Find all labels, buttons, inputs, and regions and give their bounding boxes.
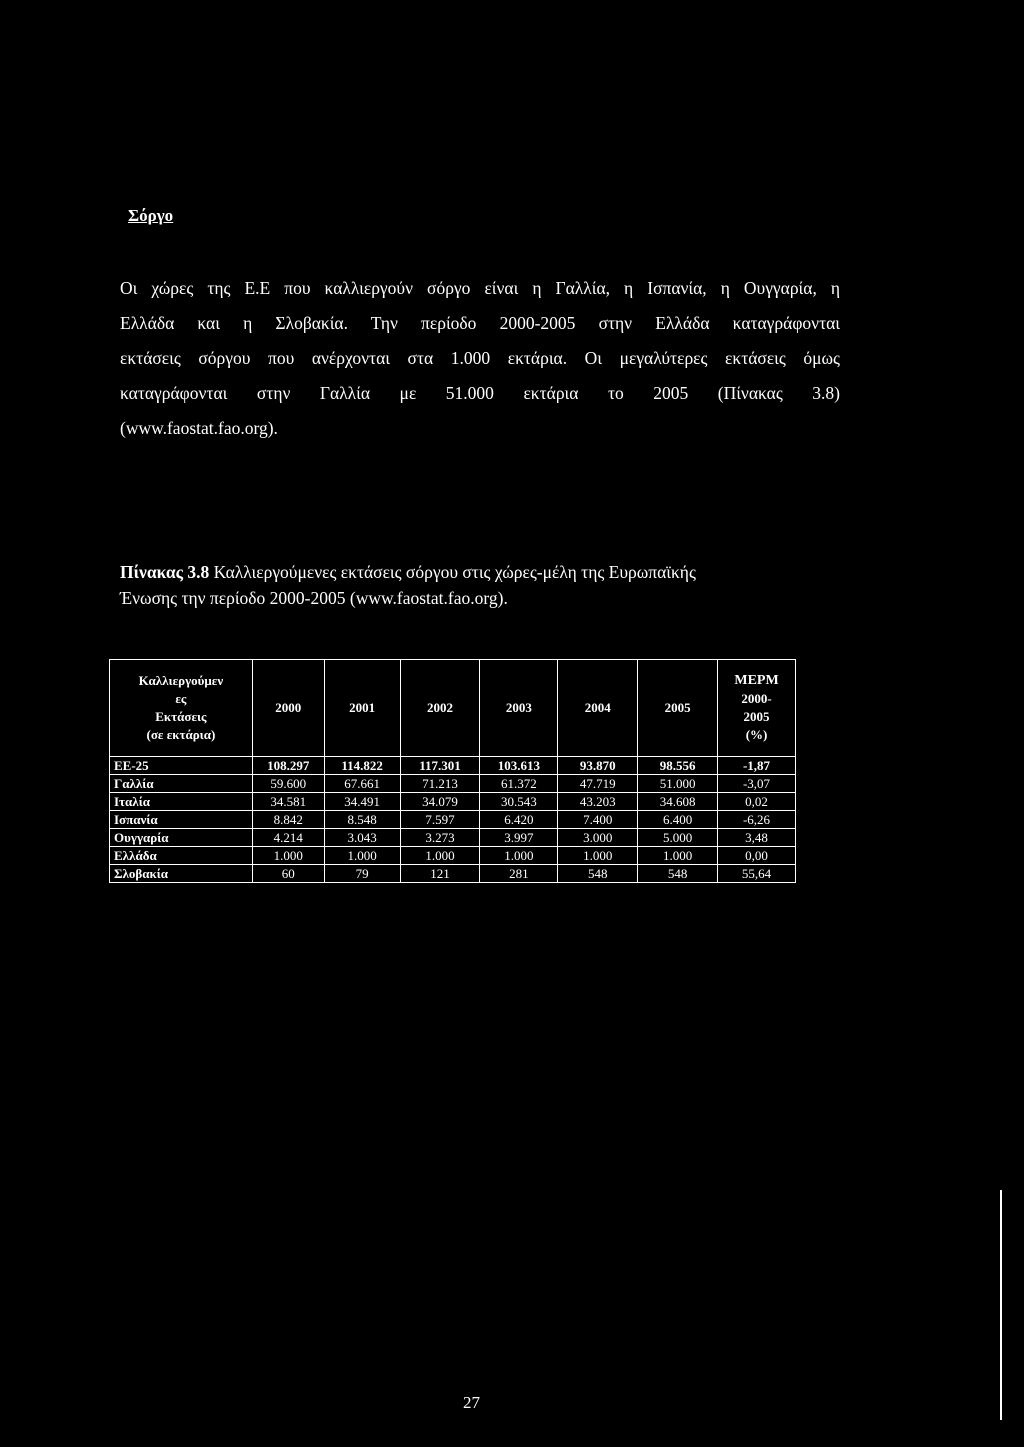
value-cell: 60	[252, 865, 324, 883]
table-row	[110, 865, 796, 883]
value-cell: 34.608	[638, 793, 718, 811]
value-cell: 548	[558, 865, 638, 883]
value-cell: 1.000	[480, 847, 558, 865]
section-heading: Σόργο	[128, 206, 174, 225]
value-cell: 1.000	[252, 847, 324, 865]
country-cell: Ελλάδα	[110, 847, 253, 865]
value-cell: 1.000	[558, 847, 638, 865]
value-cell: 114.822	[324, 757, 400, 775]
caption-text: Καλλιεργούμενες εκτάσεις σόργου στις χώρες-μέλη της Ευρωπαϊκής	[209, 562, 696, 582]
merm-cell: -6,26	[718, 811, 796, 829]
table-row	[110, 811, 796, 829]
merm-cell: -1,87	[718, 757, 796, 775]
merm-cell: 0,00	[718, 847, 796, 865]
year-header: 2003	[480, 660, 558, 757]
country-cell: Ιταλία	[110, 793, 253, 811]
merm-header-line: 2005	[743, 709, 770, 724]
value-cell: 61.372	[480, 775, 558, 793]
value-cell: 51.000	[638, 775, 718, 793]
margin-line	[1000, 1190, 1002, 1420]
value-cell: 1.000	[400, 847, 480, 865]
value-cell: 8.842	[252, 811, 324, 829]
value-cell: 4.214	[252, 829, 324, 847]
paragraph-line: Οι χώρες της Ε.Ε που καλλιεργούν σόργο είναι η Γαλλία, η Ισπανία, η Ουγγαρία, η	[120, 278, 840, 298]
value-cell: 1.000	[638, 847, 718, 865]
value-cell: 121	[400, 865, 480, 883]
value-cell: 47.719	[558, 775, 638, 793]
value-cell: 3.000	[558, 829, 638, 847]
year-header: 2004	[558, 660, 638, 757]
caption-label: Πίνακας 3.8	[120, 562, 210, 582]
table-row	[110, 847, 796, 865]
merm-header-line: (%)	[745, 727, 768, 742]
merm-header-line: 2000-	[741, 691, 772, 706]
paragraph-line: Ελλάδα και η Σλοβακία. Την περίοδο 2000-2005 στην Ελλάδα καταγράφονται	[120, 313, 840, 333]
value-cell: 6.400	[638, 811, 718, 829]
value-cell: 7.400	[558, 811, 638, 829]
table-body	[110, 757, 796, 883]
merm-header-line: ΜΕΡΜ	[734, 673, 779, 688]
value-cell: 67.661	[324, 775, 400, 793]
value-cell: 7.597	[400, 811, 480, 829]
country-cell: Ισπανία	[110, 811, 253, 829]
value-cell: 34.079	[400, 793, 480, 811]
country-cell: Ουγγαρία	[110, 829, 253, 847]
corner-header-line: (σε εκτάρια)	[146, 727, 216, 742]
table-row	[110, 757, 796, 775]
page-number: 27	[463, 1393, 480, 1412]
merm-cell: 55,64	[718, 865, 796, 883]
value-cell: 3.273	[400, 829, 480, 847]
value-cell: 5.000	[638, 829, 718, 847]
table-row	[110, 775, 796, 793]
value-cell: 30.543	[480, 793, 558, 811]
caption-line-2: Ένωσης την περίοδο 2000-2005 (www.faostat.fao.org).	[120, 588, 508, 608]
value-cell: 6.420	[480, 811, 558, 829]
value-cell: 1.000	[324, 847, 400, 865]
corner-header-line: ες	[175, 691, 187, 706]
value-cell: 281	[480, 865, 558, 883]
value-cell: 79	[324, 865, 400, 883]
value-cell: 103.613	[480, 757, 558, 775]
value-cell: 3.997	[480, 829, 558, 847]
paragraph-line: εκτάσεις σόργου που ανέρχονται στα 1.000 εκτάρια. Οι μεγαλύτερες εκτάσεις όμως	[120, 348, 840, 368]
value-cell: 8.548	[324, 811, 400, 829]
value-cell: 117.301	[400, 757, 480, 775]
year-header: 2005	[638, 660, 718, 757]
value-cell: 108.297	[252, 757, 324, 775]
corner-header	[110, 660, 253, 757]
value-cell: 59.600	[252, 775, 324, 793]
merm-header	[718, 660, 796, 757]
table-row	[110, 793, 796, 811]
caption-line-1	[120, 559, 840, 585]
value-cell: 3.043	[324, 829, 400, 847]
paragraph-line: (www.faostat.fao.org).	[120, 418, 278, 438]
table-caption	[120, 559, 840, 611]
year-header: 2002	[400, 660, 480, 757]
sorghum-area-table	[109, 659, 796, 883]
country-cell: Σλοβακία	[110, 865, 253, 883]
value-cell: 93.870	[558, 757, 638, 775]
year-header: 2001	[324, 660, 400, 757]
value-cell: 34.491	[324, 793, 400, 811]
merm-cell: 0,02	[718, 793, 796, 811]
merm-cell: -3,07	[718, 775, 796, 793]
country-cell: ΕΕ-25	[110, 757, 253, 775]
value-cell: 548	[638, 865, 718, 883]
corner-header-line: Εκτάσεις	[155, 709, 207, 724]
value-cell: 71.213	[400, 775, 480, 793]
country-cell: Γαλλία	[110, 775, 253, 793]
table-row	[110, 829, 796, 847]
corner-header-line: Καλλιεργούμεν	[138, 673, 224, 688]
paragraph-line: καταγράφονται στην Γαλλία με 51.000 εκτάρια το 2005 (Πίνακας 3.8)	[120, 383, 840, 403]
merm-cell: 3,48	[718, 829, 796, 847]
year-header: 2000	[252, 660, 324, 757]
table-header-row	[110, 660, 796, 757]
value-cell: 34.581	[252, 793, 324, 811]
value-cell: 98.556	[638, 757, 718, 775]
value-cell: 43.203	[558, 793, 638, 811]
